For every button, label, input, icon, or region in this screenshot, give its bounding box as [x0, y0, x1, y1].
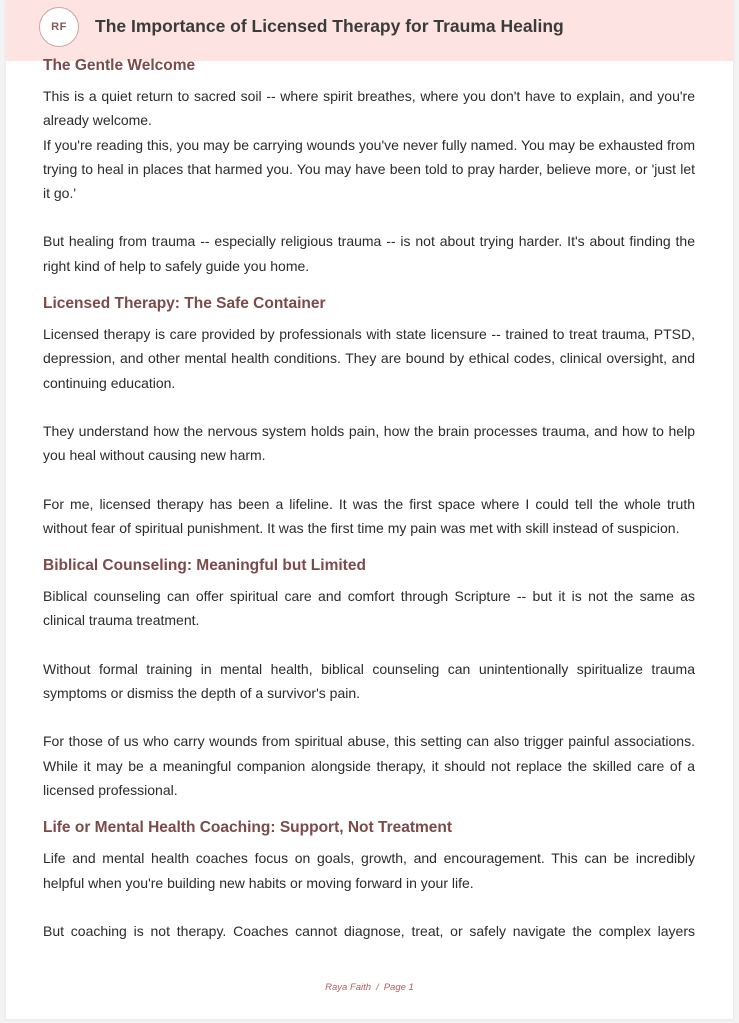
- paragraph: Life and mental health coaches focus on goals, growth, and encouragement. This can be incredibly helpful when you're building new habits or moving forward in your life.: [43, 850, 695, 891]
- document-page: [6, 0, 733, 1019]
- paragraph: For those of us who carry wounds from spiritual abuse, this setting can also trigger painful associations. While it may be a meaningful companion alongside therapy, it should not replace the skilled care of a licensed professional.: [43, 733, 695, 798]
- section-heading: Licensed Therapy: The Safe Container: [43, 295, 326, 313]
- document-body: [43, 55, 695, 943]
- paragraph: But coaching is not therapy. Coaches cannot diagnose, treat, or safely navigate the complex layers: [43, 922, 695, 939]
- paragraph: For me, licensed therapy has been a lifeline. It was the first space where I could tell the whole truth without fear of spiritual punishment. It was the first time my pain was met with skill instead of suspicion.: [43, 495, 695, 536]
- paragraph: They understand how the nervous system holds pain, how the brain processes trauma, and how to help you heal without causing new harm.: [43, 422, 695, 464]
- paragraph: Licensed therapy is care provided by professionals with state licensure -- trained to treat trauma, PTSD, depression, and other mental health conditions. They are bound by ethical codes, clinical oversight, and continuing education.: [43, 326, 695, 391]
- footer-page-number: Page 1: [383, 982, 414, 993]
- section-heading: The Gentle Welcome: [43, 57, 196, 74]
- document-title: The Importance of Licensed Therapy for Trauma Healing: [95, 16, 564, 36]
- page-header: [6, 0, 733, 61]
- paragraph: Without formal training in mental health, biblical counseling can unintentionally spiritualize trauma symptoms or dismiss the depth of a survivor's pain.: [43, 660, 695, 702]
- section-heading: Life or Mental Health Coaching: Support, Not Treatment: [43, 819, 453, 837]
- footer-separator: /: [376, 982, 379, 993]
- section-heading: Biblical Counseling: Meaningful but Limited: [43, 557, 366, 575]
- page-footer: [6, 982, 733, 993]
- logo: RF: [39, 7, 79, 47]
- paragraph: But healing from trauma -- especially religious trauma -- is not about trying harder. It's about finding the right kind of help to safely guide you home.: [43, 233, 695, 274]
- paragraph: This is a quiet return to sacred soil -- where spirit breathes, where you don't have to explain, and you're already welcome.: [43, 88, 695, 129]
- footer-author: Raya Faith: [325, 982, 372, 993]
- paragraph: Biblical counseling can offer spiritual care and comfort through Scripture -- but it is not the same as clinical trauma treatment.: [43, 588, 695, 629]
- paragraph: If you're reading this, you may be carrying wounds you've never fully named. You may be exhausted from trying to heal in places that harmed you. You may have been told to pray harder, believe more, or 'just let it go.': [43, 136, 695, 202]
